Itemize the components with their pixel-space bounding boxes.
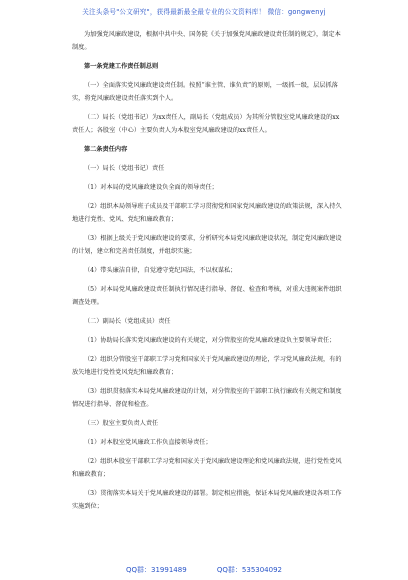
subheading-deputy: （二）副局长（党组成员）责任 [84, 318, 171, 325]
section-heading-2: 第二条责任内容 [84, 146, 128, 153]
list-item: （4）带头廉洁自律，自觉遵守党纪国法，不以权谋私； [84, 267, 237, 274]
list-item: （1）对本局的党风廉政建设负全面的领导责任； [84, 184, 218, 191]
list-item: （5）对本局党风廉政建设责任制执行情况进行指导、督促、检查和考核，对重大违规案件组织调查处理。 [72, 286, 342, 306]
list-item: （1）对本股室党风廉政工作负直接领导责任； [84, 439, 212, 446]
list-item: （2）组织分管股室干部职工学习党和国家关于党风廉政建设的理论，学习党风廉政法规，有的放矢地进行党性党风党纪和廉政教育； [72, 356, 342, 376]
intro-paragraph: 为加强党风廉政建设，根据中共中央、国务院《关于加强党风廉政建设责任制的规定》，制定本制度。 [72, 31, 341, 51]
qq-group-2: QQ群：535304092 [216, 566, 282, 574]
list-item: （2）组织本局领导班子成员及干部职工学习贯彻党和国家党风廉政建设的政策法规，深入持久地进行党性、党风、党纪和廉政教育； [72, 203, 342, 223]
paragraph: （一）全面落实党风廉政建设责任制。按照“谁主管、谁负责”的原则，一级抓一级，层层抓落实，将党风廉政建设责任落实到个人。 [72, 82, 338, 102]
subheading-section-head: （三）股室主要负责人责任 [84, 420, 159, 427]
list-item: （1）协助局长落实党风廉政建设的有关规定，对分管股室的党风廉政建设负主要领导责任； [84, 337, 336, 344]
list-item: （3）贯彻落实本局关于党风廉政建设的部署。制定相应措施，保证本局党风廉政建设各项工作实施到位； [72, 490, 342, 510]
document-body [72, 28, 342, 519]
list-item: （3）组织贯彻落实本局党风廉政建设的计划，对分管股室的干部职工执行廉政有关规定和制度情况进行指导、督促和检查。 [72, 388, 342, 408]
list-item: （2）组织本股室干部职工学习党和国家关于党风廉政建设理论和党风廉政法规，进行党性党风和廉政教育； [72, 458, 342, 478]
list-item: （3）根据上级关于党风廉政建设的要求，分析研究本局党风廉政建设状况，制定党风廉政建设的计划，建立和完善责任制度，并组织实施； [72, 235, 342, 255]
header-banner: 关注头条号"公文研究"，获得最新最全最专业的公文资料库！ 微信：gongwenyj [82, 8, 326, 16]
paragraph: （二）局长（党组书记）为xx责任人，副局长（党组成员）为其所分管股室党风廉政建设的xx责任人；各股室（中心）主要负责人为本股室党风廉政建设的xx责任人。 [72, 114, 340, 134]
section-heading-1: 第一条党建工作责任制总则 [84, 63, 159, 70]
footer-banner [0, 565, 408, 575]
qq-group-1: QQ群：31991489 [126, 566, 187, 574]
subheading-director: （一）局长（党组书记）责任 [84, 165, 165, 172]
